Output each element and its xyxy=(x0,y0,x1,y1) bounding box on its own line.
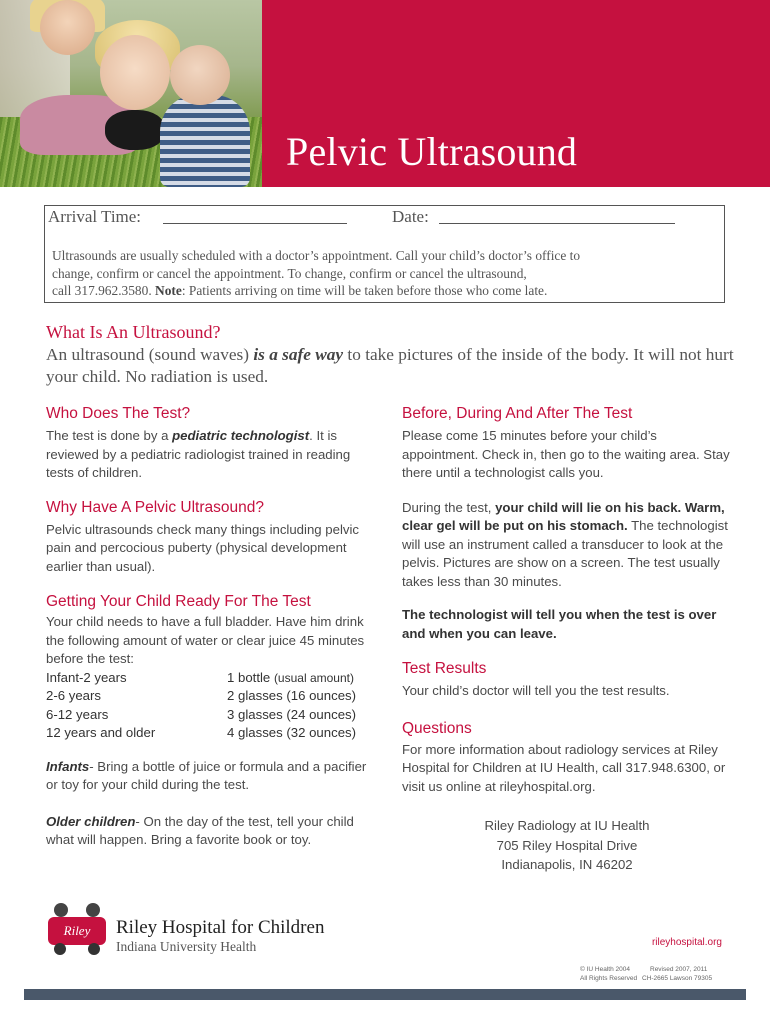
water-age: 12 years and older xyxy=(46,725,156,740)
revised-text: Revised 2007, 2011 xyxy=(650,966,708,973)
header-photo xyxy=(0,0,262,187)
who-does-test-text xyxy=(46,427,376,483)
older-children-tip xyxy=(46,813,376,850)
who-text-start: The test is done by a xyxy=(46,428,173,443)
website-link[interactable]: rileyhospital.org xyxy=(651,937,722,948)
notice-note-text: : Patients arriving on time will be taken before those who come late. xyxy=(181,283,548,298)
test-results-text: Your child’s doctor will tell you the test results. xyxy=(402,683,670,698)
infants-text: - Bring a bottle of juice or formula and a pacifier or toy for your child during the test. xyxy=(46,758,367,792)
footer-bar xyxy=(24,989,746,1000)
why-pelvic-heading: Why Have A Pelvic Ultrasound? xyxy=(46,498,264,516)
who-text-end: . It is reviewed by a pediatric radiologist trained in reading tests of children. xyxy=(46,428,351,480)
title-banner xyxy=(262,0,770,187)
who-does-test-heading: Who Does The Test? xyxy=(46,405,191,422)
arrival-time-label: Arrival Time: xyxy=(48,207,142,226)
infants-tip xyxy=(46,758,376,795)
intro-emphasis: is a safe way xyxy=(253,345,344,364)
why-pelvic-text: Pelvic ultrasounds check many things including pelvic pain and percocious puberty (physical development earlier than usual). xyxy=(46,521,359,574)
address-line-3: Indianapolis, IN 46202 xyxy=(501,857,633,872)
questions-heading: Questions xyxy=(402,719,472,737)
notice-phone-text: call 317.962.3580. xyxy=(52,283,156,298)
questions-text: For more information about radiology services at Riley Hospital for Children at IU Health, call 317.948.6300, or visit us online at rileyhospital.org. xyxy=(402,741,726,794)
riley-logo xyxy=(40,903,360,963)
arrival-time-field[interactable] xyxy=(163,223,347,224)
water-row xyxy=(46,687,376,706)
water-age: Infant-2 years xyxy=(46,669,127,685)
photo-toddler-shirt xyxy=(160,95,250,187)
before-during-after-heading: Before, During And After The Test xyxy=(402,405,633,422)
water-amount: 3 glasses (24 ounces) xyxy=(227,706,357,722)
water-age: 2-6 years xyxy=(46,688,101,703)
what-is-ultrasound-heading: What Is An Ultrasound? xyxy=(46,322,221,342)
what-is-ultrasound-body xyxy=(46,344,736,388)
water-age: 6-12 years xyxy=(46,706,109,722)
during-text xyxy=(402,499,732,592)
logo-wheel-icon xyxy=(54,943,66,955)
getting-ready-text: Your child needs to have a full bladder. Have him drink the following amount of water or clear juice 45 minutes before the test: xyxy=(46,614,365,666)
photo-puppy xyxy=(105,110,165,150)
notice-line-1: Ultrasounds are usually scheduled with a doctor’s appointment. Call your child’s doctor’s office to xyxy=(52,248,581,263)
during-end: The technologist will use an instrument called a transducer to look at the pelvis. Pictures are show on a screen. The test usually takes less than 30 minutes. xyxy=(402,518,728,589)
older-children-label: Older children xyxy=(46,813,136,829)
logo-wheel-icon xyxy=(88,943,100,955)
infants-label: Infants xyxy=(46,758,90,774)
water-amount xyxy=(227,669,354,688)
intro-text-end: to take pictures of the inside of the body. It will not hurt your child. No radiation is used. xyxy=(46,345,734,386)
water-row xyxy=(46,706,376,725)
notice-line-3 xyxy=(52,282,722,300)
water-row xyxy=(46,669,376,688)
water-row xyxy=(46,724,376,743)
logo-wagon-icon: Riley xyxy=(48,917,106,945)
pediatric-technologist-emphasis: pediatric technologist xyxy=(172,428,310,443)
address-line-2: 705 Riley Hospital Drive xyxy=(496,837,638,853)
test-results-heading: Test Results xyxy=(402,660,487,677)
note-label: Note xyxy=(155,283,182,298)
copyright-text: © IU Health 2004 xyxy=(580,966,630,973)
water-amount-note: (usual amount) xyxy=(273,670,354,685)
photo-girl xyxy=(100,35,170,110)
water-amount-value: 1 bottle xyxy=(227,669,271,685)
photo-toddler xyxy=(170,45,230,105)
footer-notes xyxy=(580,965,712,983)
logo-org-name: Riley Hospital for Children xyxy=(116,917,325,938)
date-label: Date: xyxy=(392,207,429,226)
before-text: Please come 15 minutes before your child’s appointment. Check in, then go to the waiting area. Stay there until a technologist calls you. xyxy=(402,428,730,480)
logo-child-figure-icon xyxy=(86,903,100,917)
logo-child-figure-icon xyxy=(54,903,68,917)
older-children-text: - On the day of the test, tell your child what will happen. Bring a favorite book or toy. xyxy=(46,813,354,847)
right-column xyxy=(402,404,732,875)
during-intro: During the test, xyxy=(402,499,496,515)
scheduling-notice xyxy=(52,247,722,300)
intro-text-start: An ultrasound (sound waves) xyxy=(46,345,254,364)
technologist-notice xyxy=(402,606,732,643)
logo-org-subtitle: Indiana University Health xyxy=(116,939,257,954)
getting-ready-heading: Getting Your Child Ready For The Test xyxy=(46,593,311,610)
left-column xyxy=(46,404,376,850)
date-field[interactable] xyxy=(439,223,675,224)
page-title: Pelvic Ultrasound xyxy=(286,129,578,174)
rights-text: All Rights Reserved xyxy=(580,975,638,982)
address-block xyxy=(402,816,732,875)
photo-mother xyxy=(40,0,95,55)
water-amount: 4 glasses (32 ounces) xyxy=(227,725,357,740)
appointment-box xyxy=(44,205,725,303)
water-amount-table xyxy=(46,669,376,743)
document-codes: CH-2665 Lawson 79305 xyxy=(642,975,713,982)
during-bold: your child will lie on his back. Warm, clear gel will be put on his stomach. xyxy=(402,499,725,533)
water-amount: 2 glasses (16 ounces) xyxy=(227,688,357,703)
technologist-notice-bold: The technologist will tell you when the test is over and when you can leave. xyxy=(402,607,717,641)
notice-line-2: change, confirm or cancel the appointment. To change, confirm or cancel the ultrasound, xyxy=(52,265,527,281)
address-line-1: Riley Radiology at IU Health xyxy=(484,818,650,833)
